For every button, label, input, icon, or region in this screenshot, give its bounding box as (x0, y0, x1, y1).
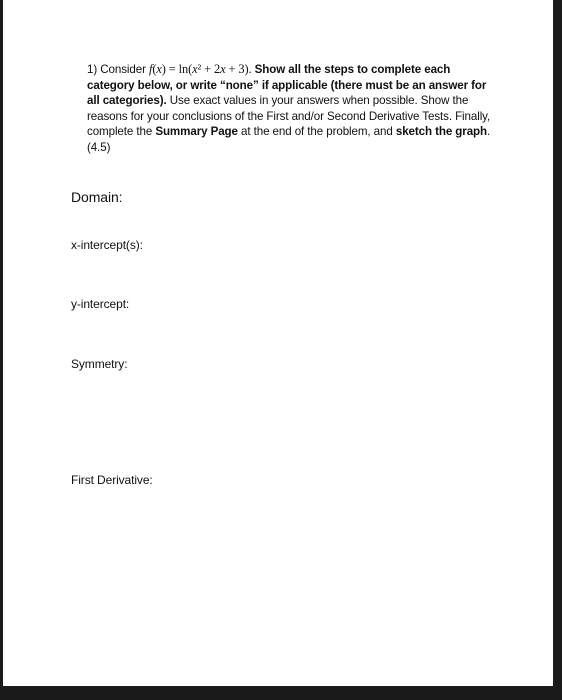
bottom-border (0, 686, 562, 700)
question-prompt (87, 62, 497, 156)
instruction-text-2: at the end of the problem, and (241, 125, 393, 139)
summary-page-label: Summary Page (155, 125, 238, 139)
bold-instruction: Show all the steps to complete each category below, or write “none” if applicable (there must be an answer for all categories). (87, 63, 487, 108)
y-intercept-label: y-intercept: (71, 297, 130, 311)
symmetry-label: Symmetry: (71, 357, 128, 371)
points-value: . (4.5) (87, 125, 491, 154)
instruction-text-1: Use exact values in your answers when possible. Show the reasons for your conclusions of the First and/or Second Derivative Tests. Finally, complete the (87, 94, 491, 139)
function-expression: f(x) = ln(x² + 2x + 3). (148, 62, 252, 76)
x-intercepts-label: x-intercept(s): (71, 238, 143, 252)
sketch-graph-label: sketch the graph (395, 125, 488, 139)
domain-label: Domain: (71, 189, 123, 205)
question-lead: Consider (100, 63, 146, 76)
first-derivative-label: First Derivative: (71, 473, 153, 487)
question-number: 1) (87, 63, 98, 76)
